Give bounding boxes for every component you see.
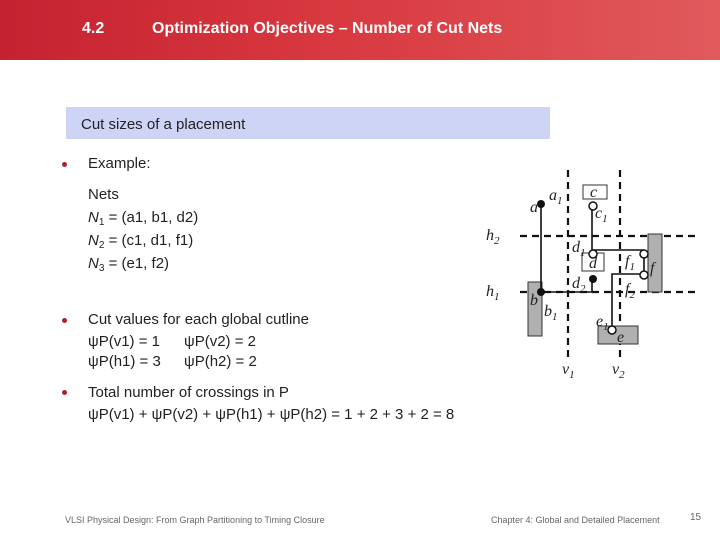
label-d2-sub: 2 (580, 283, 586, 295)
label-b1-sub: 1 (552, 311, 558, 323)
label-b1 (544, 303, 558, 323)
bullet-icon (62, 318, 67, 323)
label-e1-text: e (596, 313, 604, 330)
footer-chapter: Chapter 4: Global and Detailed Placement (491, 515, 660, 525)
label-c1-text: c (595, 205, 603, 222)
pin-b1 (537, 288, 545, 296)
label-d1 (572, 239, 586, 259)
total-heading: Total number of crossings in P (88, 384, 289, 401)
pin-f2 (640, 271, 648, 279)
label-d1-sub: 1 (580, 247, 586, 259)
slide-title: Optimization Objectives – Number of Cut Nets (152, 20, 503, 37)
net-n3-name: N (88, 255, 99, 272)
label-h1-text: h (486, 283, 494, 300)
cut-value-h1: ψP(h1) = 3 (88, 353, 161, 370)
example-heading: Example: (88, 155, 151, 172)
net-n1-index: 1 (98, 217, 105, 228)
bullet-icon (62, 390, 67, 395)
net-n1-definition: = (a1, b1, d2) (108, 209, 199, 226)
header-bar (0, 0, 720, 60)
label-v2 (612, 361, 625, 381)
label-h2 (486, 227, 500, 247)
label-a1 (549, 187, 563, 207)
label-b: b (530, 292, 538, 309)
label-e: e (617, 329, 625, 346)
pin-f1 (640, 250, 648, 258)
pin-e1 (608, 326, 616, 334)
placement-diagram (480, 170, 700, 390)
label-h2-sub: 2 (494, 235, 500, 247)
label-a1-text: a (549, 187, 557, 204)
label-a: a (530, 199, 538, 216)
label-c1-sub: 1 (602, 213, 608, 225)
label-f: f (650, 260, 655, 277)
label-v2-text: v (612, 361, 620, 378)
footer-book-title: VLSI Physical Design: From Graph Partitioning to Timing Closure (65, 515, 325, 525)
net-n2-name: N (88, 232, 99, 249)
label-f2-sub: 2 (629, 289, 635, 301)
label-v1-sub: 1 (569, 369, 575, 381)
net-n3-definition: = (e1, f2) (108, 255, 170, 272)
net-n2-index: 2 (98, 240, 105, 251)
bullet-icon (62, 162, 67, 167)
label-d2-text: d (572, 275, 580, 292)
subtitle-box (66, 107, 550, 139)
label-c1 (595, 205, 608, 225)
label-c: c (590, 184, 598, 201)
cut-value-v1: ψP(v1) = 1 (88, 333, 160, 350)
label-v1-text: v (562, 361, 570, 378)
pin-d2 (589, 275, 597, 283)
net-n2 (88, 230, 193, 252)
nets-label: Nets (88, 186, 119, 203)
net-n1-name: N (88, 209, 99, 226)
total-formula: ψP(v1) + ψP(v2) + ψP(h1) + ψP(h2) = 1 + 2 + 3 + 2 = 8 (88, 406, 455, 423)
net-n2-definition: = (c1, d1, f1) (108, 232, 194, 249)
label-v1 (562, 361, 575, 381)
label-f2 (625, 281, 635, 301)
section-number: 4.2 (82, 20, 105, 37)
label-e1-sub: 1 (603, 321, 609, 333)
label-d1-text: d (572, 239, 580, 256)
net-n1 (88, 207, 198, 229)
pin-a1 (537, 200, 545, 208)
label-a1-sub: 1 (557, 195, 563, 207)
label-d: d (589, 255, 597, 272)
net-n3 (88, 253, 169, 275)
label-h1-sub: 1 (494, 291, 500, 303)
page-number: 15 (690, 512, 702, 523)
label-f1-sub: 1 (629, 261, 635, 273)
label-f1 (625, 253, 635, 273)
label-b1-text: b (544, 303, 552, 320)
cut-values-heading: Cut values for each global cutline (88, 311, 309, 328)
label-h2-text: h (486, 227, 494, 244)
subtitle-text: Cut sizes of a placement (81, 116, 246, 133)
label-v2-sub: 2 (619, 369, 625, 381)
label-h1 (486, 283, 500, 303)
label-f1-text: f (625, 253, 630, 270)
cut-value-v2: ψP(v2) = 2 (184, 333, 256, 350)
label-f2-text: f (625, 281, 630, 298)
net-n3-index: 3 (98, 263, 105, 274)
cut-value-h2: ψP(h2) = 2 (184, 353, 257, 370)
